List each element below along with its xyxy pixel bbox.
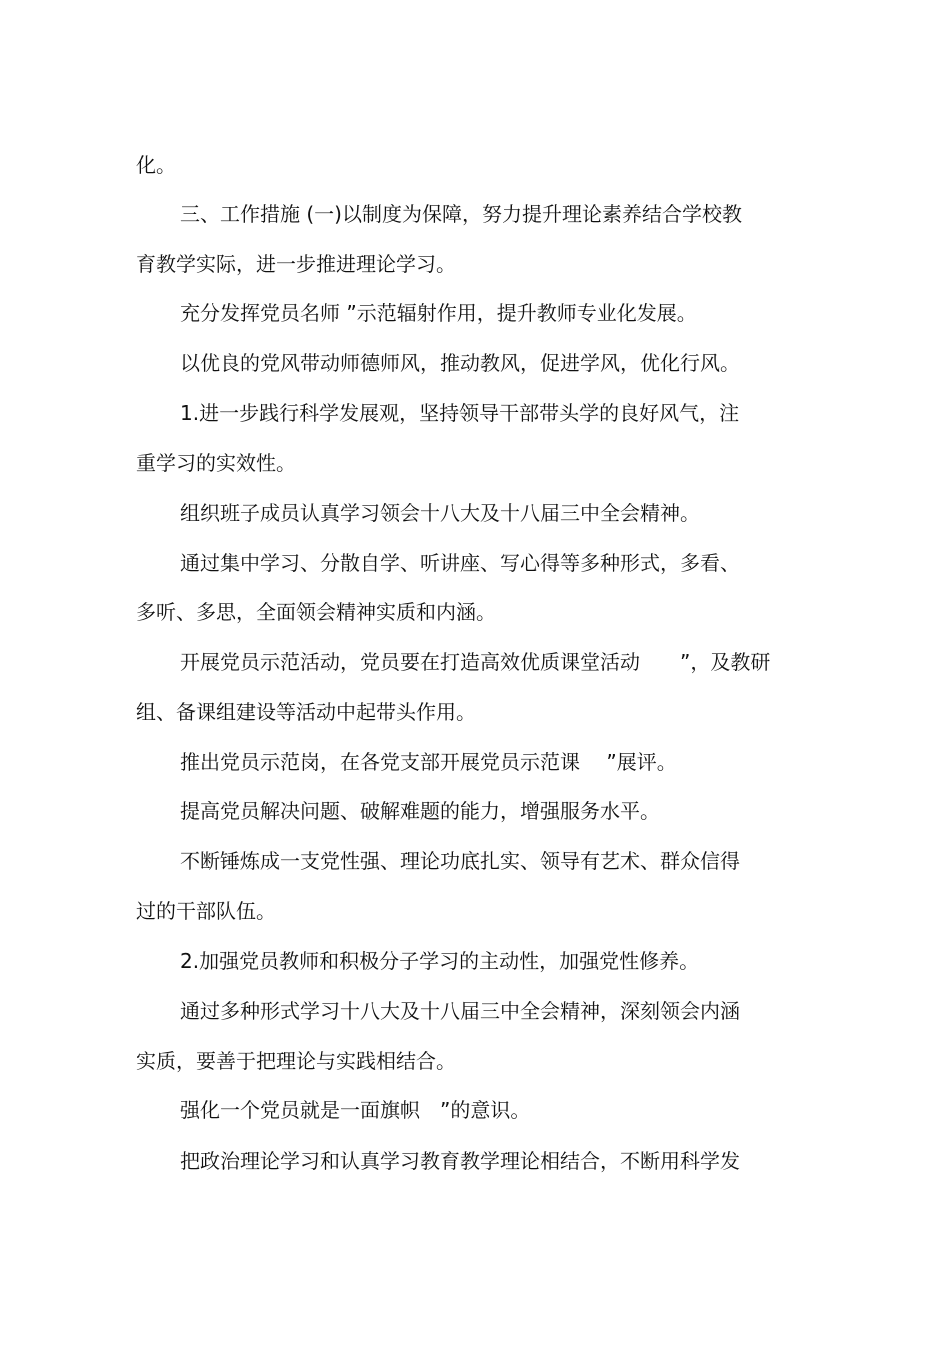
text-line-14: 提高党员解决问题、破解难题的能力，增强服务水平。: [180, 799, 660, 823]
text-line-8: 组织班子成员认真学习领会十八大及十八届三中全会精神。: [180, 501, 700, 525]
text-line-20: 强化一个党员就是一面旗帜 ”的意识。: [180, 1098, 531, 1122]
text-line-11: 开展党员示范活动，党员要在打造高效优质课堂活动 ”，及教研: [180, 650, 771, 674]
text-line-2: 三、工作措施 (一)以制度为保障，努力提升理论素养结合学校教: [180, 202, 742, 226]
text-line-16: 过的干部队伍。: [136, 899, 276, 923]
text-line-6: 1.进一步践行科学发展观，坚持领导干部带头学的良好风气，注: [180, 401, 740, 425]
text-line-18: 通过多种形式学习十八大及十八届三中全会精神，深刻领会内涵: [180, 999, 740, 1023]
text-line-15: 不断锤炼成一支党性强、理论功底扎实、领导有艺术、群众信得: [180, 849, 740, 873]
text-line-4: 充分发挥党员名师 ”示范辐射作用，提升教师专业化发展。: [180, 301, 697, 325]
text-line-3: 育教学实际，进一步推进理论学习。: [136, 252, 456, 276]
text-line-1: 化。: [136, 153, 176, 177]
text-line-17: 2.加强党员教师和积极分子学习的主动性，加强党性修养。: [180, 949, 700, 973]
text-line-21: 把政治理论学习和认真学习教育教学理论相结合，不断用科学发: [180, 1149, 740, 1173]
text-line-5: 以优良的党风带动师德师风，推动教风，促进学风，优化行风。: [180, 351, 740, 375]
text-line-12: 组、备课组建设等活动中起带头作用。: [136, 700, 476, 724]
text-line-13: 推出党员示范岗，在各党支部开展党员示范课 ”展评。: [180, 750, 677, 774]
text-line-9: 通过集中学习、分散自学、听讲座、写心得等多种形式，多看、: [180, 551, 740, 575]
text-line-19: 实质，要善于把理论与实践相结合。: [136, 1049, 456, 1073]
text-line-7: 重学习的实效性。: [136, 451, 296, 475]
text-line-10: 多听、多思，全面领会精神实质和内涵。: [136, 600, 496, 624]
